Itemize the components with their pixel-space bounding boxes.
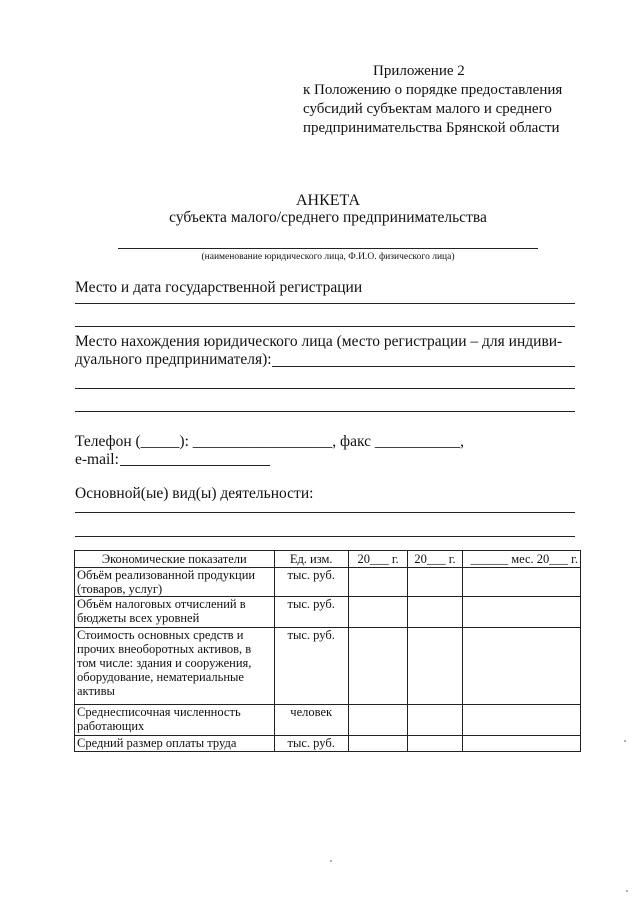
activity-entry-line[interactable] bbox=[75, 536, 575, 537]
value-cell[interactable] bbox=[408, 568, 463, 597]
table-header-row bbox=[75, 551, 581, 568]
name-caption: (наименование юридического лица, Ф.И.О. физического лица) bbox=[201, 252, 455, 262]
location-entry-line[interactable] bbox=[272, 366, 575, 367]
value-cell[interactable] bbox=[408, 705, 463, 736]
annex-reference-line: предпринимательства Брянской области bbox=[303, 120, 560, 136]
value-cell[interactable] bbox=[408, 736, 463, 752]
location-entry-line[interactable] bbox=[75, 388, 575, 389]
value-cell[interactable] bbox=[408, 628, 463, 705]
indicator-cell: Объём реализованной продукции (товаров, услуг) bbox=[75, 568, 275, 597]
table-row bbox=[75, 597, 581, 628]
location-label: Место нахождения юридического лица (место регистрации – для индиви- bbox=[75, 333, 563, 350]
value-cell[interactable] bbox=[462, 705, 580, 736]
indicator-cell: Средний размер оплаты труда bbox=[75, 736, 275, 752]
value-cell[interactable] bbox=[462, 597, 580, 628]
registration-label: Место и дата государственной регистрации bbox=[75, 279, 363, 296]
scan-speck bbox=[624, 740, 626, 742]
phone-fax-label: Телефон (_____): __________________, факс ___________, bbox=[75, 433, 464, 450]
activity-label: Основной(ые) вид(ы) деятельности: bbox=[75, 485, 314, 502]
table-row bbox=[75, 705, 581, 736]
indicator-cell: Объём налоговых отчислений в бюджеты всех уровней bbox=[75, 597, 275, 628]
document-subtitle: субъекта малого/среднего предпринимательства bbox=[169, 209, 487, 226]
value-cell[interactable] bbox=[348, 705, 407, 736]
table-row bbox=[75, 736, 581, 752]
registration-entry-line[interactable] bbox=[75, 326, 575, 327]
table-row bbox=[75, 568, 581, 597]
unit-cell: человек bbox=[274, 705, 348, 736]
value-cell[interactable] bbox=[408, 597, 463, 628]
annex-reference-line: к Положению о порядке предоставления bbox=[303, 82, 563, 98]
table-row bbox=[75, 628, 581, 705]
annex-header bbox=[303, 62, 603, 138]
annex-reference-line: субсидий субъектам малого и среднего bbox=[303, 101, 552, 117]
unit-cell: тыс. руб. bbox=[274, 736, 348, 752]
unit-cell: тыс. руб. bbox=[274, 628, 348, 705]
document-title: АНКЕТА bbox=[295, 192, 361, 209]
value-cell[interactable] bbox=[462, 568, 580, 597]
email-label: e-mail: bbox=[75, 451, 119, 468]
economic-indicators-table bbox=[74, 550, 581, 752]
value-cell[interactable] bbox=[462, 736, 580, 752]
annex-number: Приложение 2 bbox=[373, 63, 465, 79]
name-entry-line[interactable] bbox=[118, 248, 538, 249]
scan-speck bbox=[330, 860, 332, 862]
location-label-cont: дуального предпринимателя): bbox=[75, 351, 272, 368]
email-entry-line[interactable] bbox=[120, 465, 270, 466]
indicator-cell: Стоимость основных средств и прочих внеоборотных активов, в том числе: здания и сооружения, оборудование, нематериальные активы bbox=[75, 628, 275, 705]
registration-entry-line[interactable] bbox=[75, 303, 575, 304]
indicator-cell: Среднесписочная численность работающих bbox=[75, 705, 275, 736]
value-cell[interactable] bbox=[348, 597, 407, 628]
column-header: Экономические показатели bbox=[75, 551, 275, 568]
value-cell[interactable] bbox=[348, 736, 407, 752]
column-header: Ед. изм. bbox=[274, 551, 348, 568]
value-cell[interactable] bbox=[348, 568, 407, 597]
scan-speck bbox=[626, 890, 628, 892]
value-cell[interactable] bbox=[348, 628, 407, 705]
column-header: ______ мес. 20___ г. bbox=[462, 551, 580, 568]
activity-entry-line[interactable] bbox=[75, 512, 575, 513]
location-entry-line[interactable] bbox=[75, 411, 575, 412]
column-header: 20___ г. bbox=[348, 551, 407, 568]
unit-cell: тыс. руб. bbox=[274, 568, 348, 597]
unit-cell: тыс. руб. bbox=[274, 597, 348, 628]
column-header: 20___ г. bbox=[408, 551, 463, 568]
value-cell[interactable] bbox=[462, 628, 580, 705]
